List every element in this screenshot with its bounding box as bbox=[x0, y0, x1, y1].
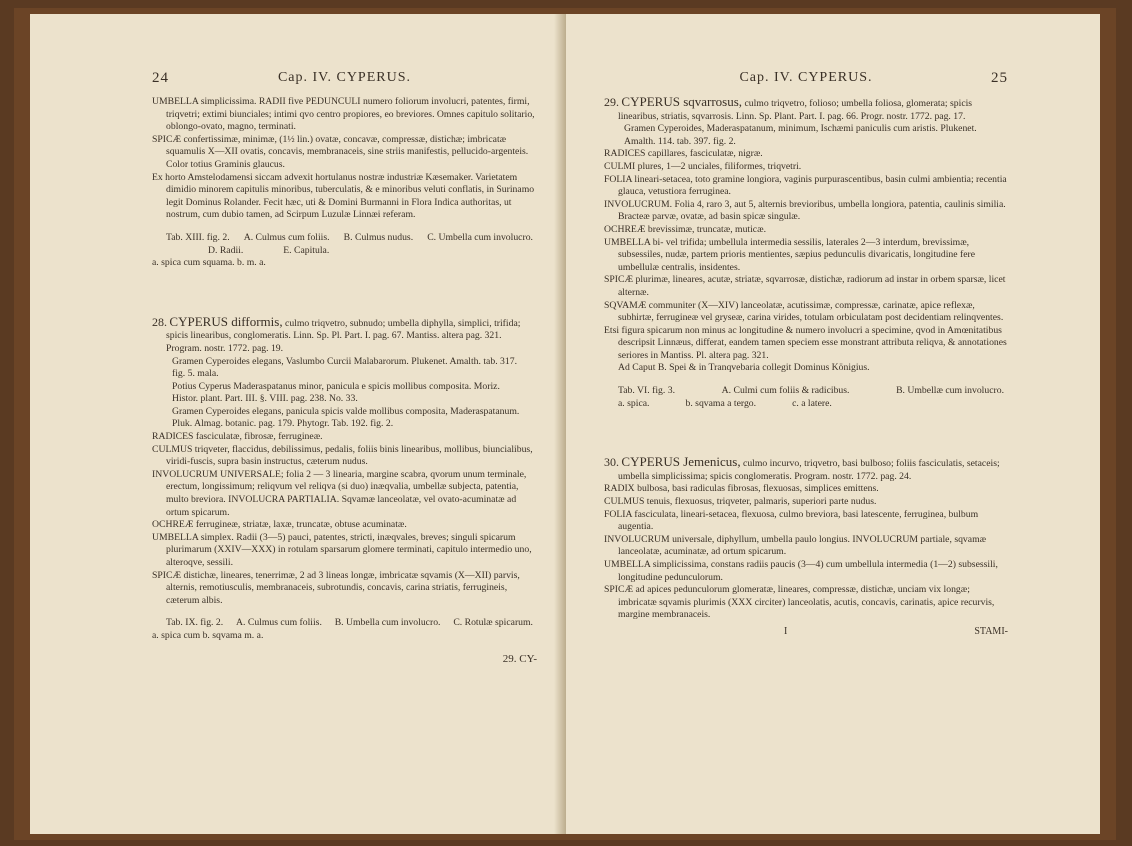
fig-27-d: D. Radii. bbox=[208, 244, 244, 256]
page-number-left: 24 bbox=[152, 70, 169, 86]
text-paragraph: UMBELLA simplex. Radii (3—5) pauci, patentes, stricti, inæqvales, breves; singuli spicarum plurimarum (XXIV—XXX) in rotulam sparsarum glomere terminati, capitulo intermedio uno, alteroqve, sessili. bbox=[152, 531, 532, 568]
text-paragraph: SPICÆ plurimæ, lineares, acutæ, striatæ, sqvarrosæ, distichæ, radiorum ad instar in orbem sparsæ, licet alternæ. bbox=[604, 274, 1006, 298]
species-30-number: 30. bbox=[604, 455, 619, 470]
fig-28-c: C. Rotulæ spicarum. bbox=[453, 617, 533, 629]
fig-27-a: A. Culmus cum foliis. bbox=[243, 231, 330, 243]
text-paragraph: UMBELLA bi- vel trifida; umbellula intermedia sessilis, laterales 2—3 interdum, brevissimæ, subsessiles, nudæ, partem prioris mentientes, sæpius pedunculis divaricatis, longitudine fere umbellulæ centralis, insidentes. bbox=[604, 236, 976, 273]
species-29-number: 29. bbox=[604, 95, 619, 109]
text-paragraph: Ad Caput B. Spei & in Tranqvebaria collegit Dominus Königius. bbox=[618, 362, 870, 374]
species-30-name: CYPERUS Jemenicus, bbox=[621, 454, 741, 470]
text-paragraph: CULMI plures, 1—2 unciales, filiformes, triqvetri. bbox=[604, 160, 802, 172]
left-page bbox=[30, 14, 562, 834]
species-29 bbox=[604, 96, 1008, 410]
text-paragraph: OCHREÆ brevissimæ, truncatæ, muticæ. bbox=[604, 223, 766, 235]
species-28-heading bbox=[152, 313, 537, 356]
species-28 bbox=[152, 313, 537, 665]
fig-29-sub-a: a. spica. bbox=[618, 397, 650, 409]
species-29-diagnosis: culmo triqvetro, folioso; umbella foliosa, glomerata; spicis linearibus, striatis, sqvarrosis. Linn. Sp. Plant. Part. I. pag. 66. Progr. nostr. 1772. pag. 17. bbox=[618, 98, 973, 122]
fig-28-sub: a. spica cum b. sqvama m. a. bbox=[152, 629, 264, 641]
species-29-heading bbox=[604, 96, 1008, 123]
text-paragraph: UMBELLA simplicissima, constans radiis paucis (3—4) cum umbellula intermedia (1—2) subsessili, longitudine pedunculorum. bbox=[604, 559, 998, 583]
catchword-left: 29. CY- bbox=[502, 652, 537, 665]
text-paragraph: SPICÆ ad apices pedunculorum glomeratæ, lineares, compressæ, distichæ, unciam vix longæ; imbricatæ sqvamis plurimis (XXX circiter) lanceolatis, acutis, concavis, carinatis, apice recurvis, margine membranaceis. bbox=[604, 584, 995, 621]
text-paragraph: RADICES fasciculatæ, fibrosæ, ferrugineæ. bbox=[152, 431, 323, 443]
fig-27-c: C. Umbella cum involucro. bbox=[427, 231, 533, 243]
species-29-name: CYPERUS sqvarrosus, bbox=[621, 94, 743, 109]
fig-27-tab: Tab. XIII. fig. 2. bbox=[166, 231, 230, 243]
fig-28-a: A. Culmus cum foliis. bbox=[236, 617, 322, 629]
text-paragraph: CULMUS triqveter, flaccidus, debilissimus, pedalis, foliis binis linearibus, mollibus, biuncialibus, viridi-fuscis, supra basin instructus, cæterum nudus. bbox=[152, 443, 533, 468]
right-page bbox=[566, 14, 1100, 834]
text-paragraph: Gramen Cyperoides, Maderaspatanum, minimum, Ischæmi paniculis cum aristis. Plukenet. Amalth. 114. tab. 397. fig. 2. bbox=[624, 123, 977, 147]
fig-29-sub-b: b. sqvama a tergo. bbox=[685, 397, 757, 409]
running-head-title-left: Cap. IV. CYPERUS. bbox=[277, 70, 412, 85]
text-paragraph: RADICES capillares, fasciculatæ, nigræ. bbox=[604, 148, 763, 160]
catchword-right: STAMI- bbox=[974, 625, 1008, 637]
fig-29-a: A. Culmi cum foliis & radicibus. bbox=[721, 385, 850, 397]
fig-27-e: E. Capitula. bbox=[283, 244, 330, 256]
species-28-number: 28. bbox=[152, 314, 167, 329]
figure-legend-27 bbox=[152, 222, 537, 270]
species-30-diagnosis: culmo incurvo, triqvetro, basi bulboso; foliis fasciculatis, setaceis; umbella simplicissima; spicis conglomeratis. Program. nostr. 1772. pag. 24. bbox=[618, 458, 1000, 482]
page-number-right: 25 bbox=[991, 70, 1008, 86]
text-paragraph: SPICÆ confertissimæ, minimæ, (1½ lin.) ovatæ, concavæ, compressæ, distichæ; imbricatæ squamulis X—XII ovatis, concavis, membranaceis, sine striis manifestis, pellucido-argenteis. bbox=[152, 133, 529, 158]
text-paragraph: Gramen Cyperoides elegans, panicula spicis valde mollibus composita, Maderaspatanum. Pluk. Almag. botanic. pag. 179. Phytogr. Tab. 192. fig. 2. bbox=[172, 405, 520, 430]
running-head-title-right: Cap. IV. CYPERUS. bbox=[739, 70, 873, 85]
text-paragraph: Etsi figura spicarum non minus ac longitudine & numero involucri a specimine, qvod in Amœnitatibus descripsit Linnæus, differat, eandem tamen speciem esse monstrant attributa reliqva, & annotationes seriores in Mantiss. Pl. altera pag. 321. bbox=[604, 324, 1007, 361]
species-28-diagnosis: culmo triqvetro, subnudo; umbella diphylla, simplici, trifida; spicis linearibus, conglomeratis. Linn. Sp. Pl. Part. I. pag. 67. Mantiss. altera pag. 321. Program. nostr. 1772. pag. 19. bbox=[166, 317, 521, 354]
text-paragraph: INVOLUCRUM UNIVERSALE; folia 2 — 3 linearia, margine scabra, qvorum unum terminale, erectum, longissimum; reliqvum vel reliqva (si duo) inæqvalia, umbellæ subjecta, patentia, multo breviora. INVOLUCRA PARTIALIA. Sqvamæ lanceolatæ, vel ovato-acuminatæ ad ortum spicarum. bbox=[152, 468, 527, 518]
fig-27-sub: a. spica cum squama. b. m. a. bbox=[152, 257, 266, 269]
left-text-block bbox=[152, 96, 537, 222]
text-paragraph: Potius Cyperus Maderaspatanus minor, panicula e spicis mollibus composita. Moriz. Histor. plant. Part. III. §. VIII. pag. 238. No. 33. bbox=[172, 380, 500, 405]
text-paragraph: CULMUS tenuis, flexuosus, triqveter, palmaris, superiori parte nudus. bbox=[604, 496, 877, 508]
text-paragraph: SPICÆ distichæ, lineares, tenerrimæ, 2 ad 3 lineas longæ, imbricatæ sqvamis (X—XII) parvis, alternis, remotiusculis, membranaceis, subrotundis, concavis, carina striatis, ferrugineis, cæterum albis. bbox=[152, 569, 520, 606]
text-paragraph: Color totius Graminis glaucus. bbox=[166, 158, 285, 170]
text-paragraph: FOLIA fasciculata, lineari-setacea, flexuosa, culmo breviora, basi latescente, ferruginea, bulbum augentia. bbox=[604, 508, 979, 533]
text-paragraph: Gramen Cyperoides elegans, Vaslumbo Curcii Malabarorum. Plukenet. Amalth. tab. 317. fig. 5. mala. bbox=[172, 355, 518, 380]
running-head-right bbox=[604, 70, 1008, 96]
text-paragraph: UMBELLA simplicissima. RADII five PEDUNCULI numero foliorum involucri, patentes, firmi, triqvetri; extimi biunciales; intimi qvo centro propiores, eo breviores. Omnes capitulo solitario, oblongo-ovato, magno, terminati. bbox=[152, 96, 535, 133]
book-spread bbox=[14, 8, 1116, 840]
species-28-name: CYPERUS difformis, bbox=[169, 313, 283, 329]
text-paragraph: INVOLUCRUM. Folia 4, raro 3, aut 5, alternis brevioribus, umbella longiora, patentia, caulinis similia. Bracteæ parvæ, ovatæ, ad basin spicæ singulæ. bbox=[604, 198, 1006, 223]
text-paragraph: Ex horto Amstelodamensi siccam advexit hortulanus nostræ industriæ Kæsemaker. Varietatem dimidio minorem capitulis minoribus, tuberculatis, & e minoribus veluti conflatis, in Surinamo legit Dominus Rolander. Fecit hæc, uti & Domini Burmanni in Flora Indica authoritas, ut nostrum, cum dubio tamen, ad Scirpum Luzulæ Linnæi referam. bbox=[152, 171, 535, 221]
fig-28-b: B. Umbella cum involucro. bbox=[334, 617, 441, 629]
fig-29-sub-c: c. a latere. bbox=[792, 397, 832, 409]
text-paragraph: SQVAMÆ communiter (X—XIV) lanceolatæ, acutissimæ, compressæ, carinatæ, apice reflexæ, subhirtæ, ferrugineæ vel gryseæ, carina virides, totulam orbiculatam post decidentiam relinqventes. bbox=[604, 299, 1004, 324]
running-head-left bbox=[152, 70, 537, 96]
fig-29-tab: Tab. VI. fig. 3. bbox=[618, 385, 675, 397]
species-30-heading bbox=[604, 456, 1008, 483]
fig-28-tab: Tab. IX. fig. 2. bbox=[166, 617, 224, 629]
fig-27-b: B. Culmus nudus. bbox=[343, 231, 414, 243]
fig-29-b: B. Umbellæ cum involucro. bbox=[896, 385, 1004, 397]
text-paragraph: INVOLUCRUM universale, diphyllum, umbella paulo longius. INVOLUCRUM partiale, sqvamæ lanceolatæ, acuminatæ, ad ortum spicarum. bbox=[604, 533, 987, 558]
text-paragraph: FOLIA lineari-setacea, toto gramine longiora, vaginis purpurascentibus, basin culmi ambientia; recentia glauca, vetustiora ferruginea. bbox=[604, 173, 1007, 198]
signature-mark: I bbox=[784, 625, 788, 637]
text-paragraph: RADIX bulbosa, basi radiculas fibrosas, flexuosas, simplices emittens. bbox=[604, 483, 879, 495]
text-paragraph: OCHREÆ ferrugineæ, striatæ, laxæ, truncatæ, obtuse acuminatæ. bbox=[152, 519, 407, 531]
species-30 bbox=[604, 456, 1008, 638]
